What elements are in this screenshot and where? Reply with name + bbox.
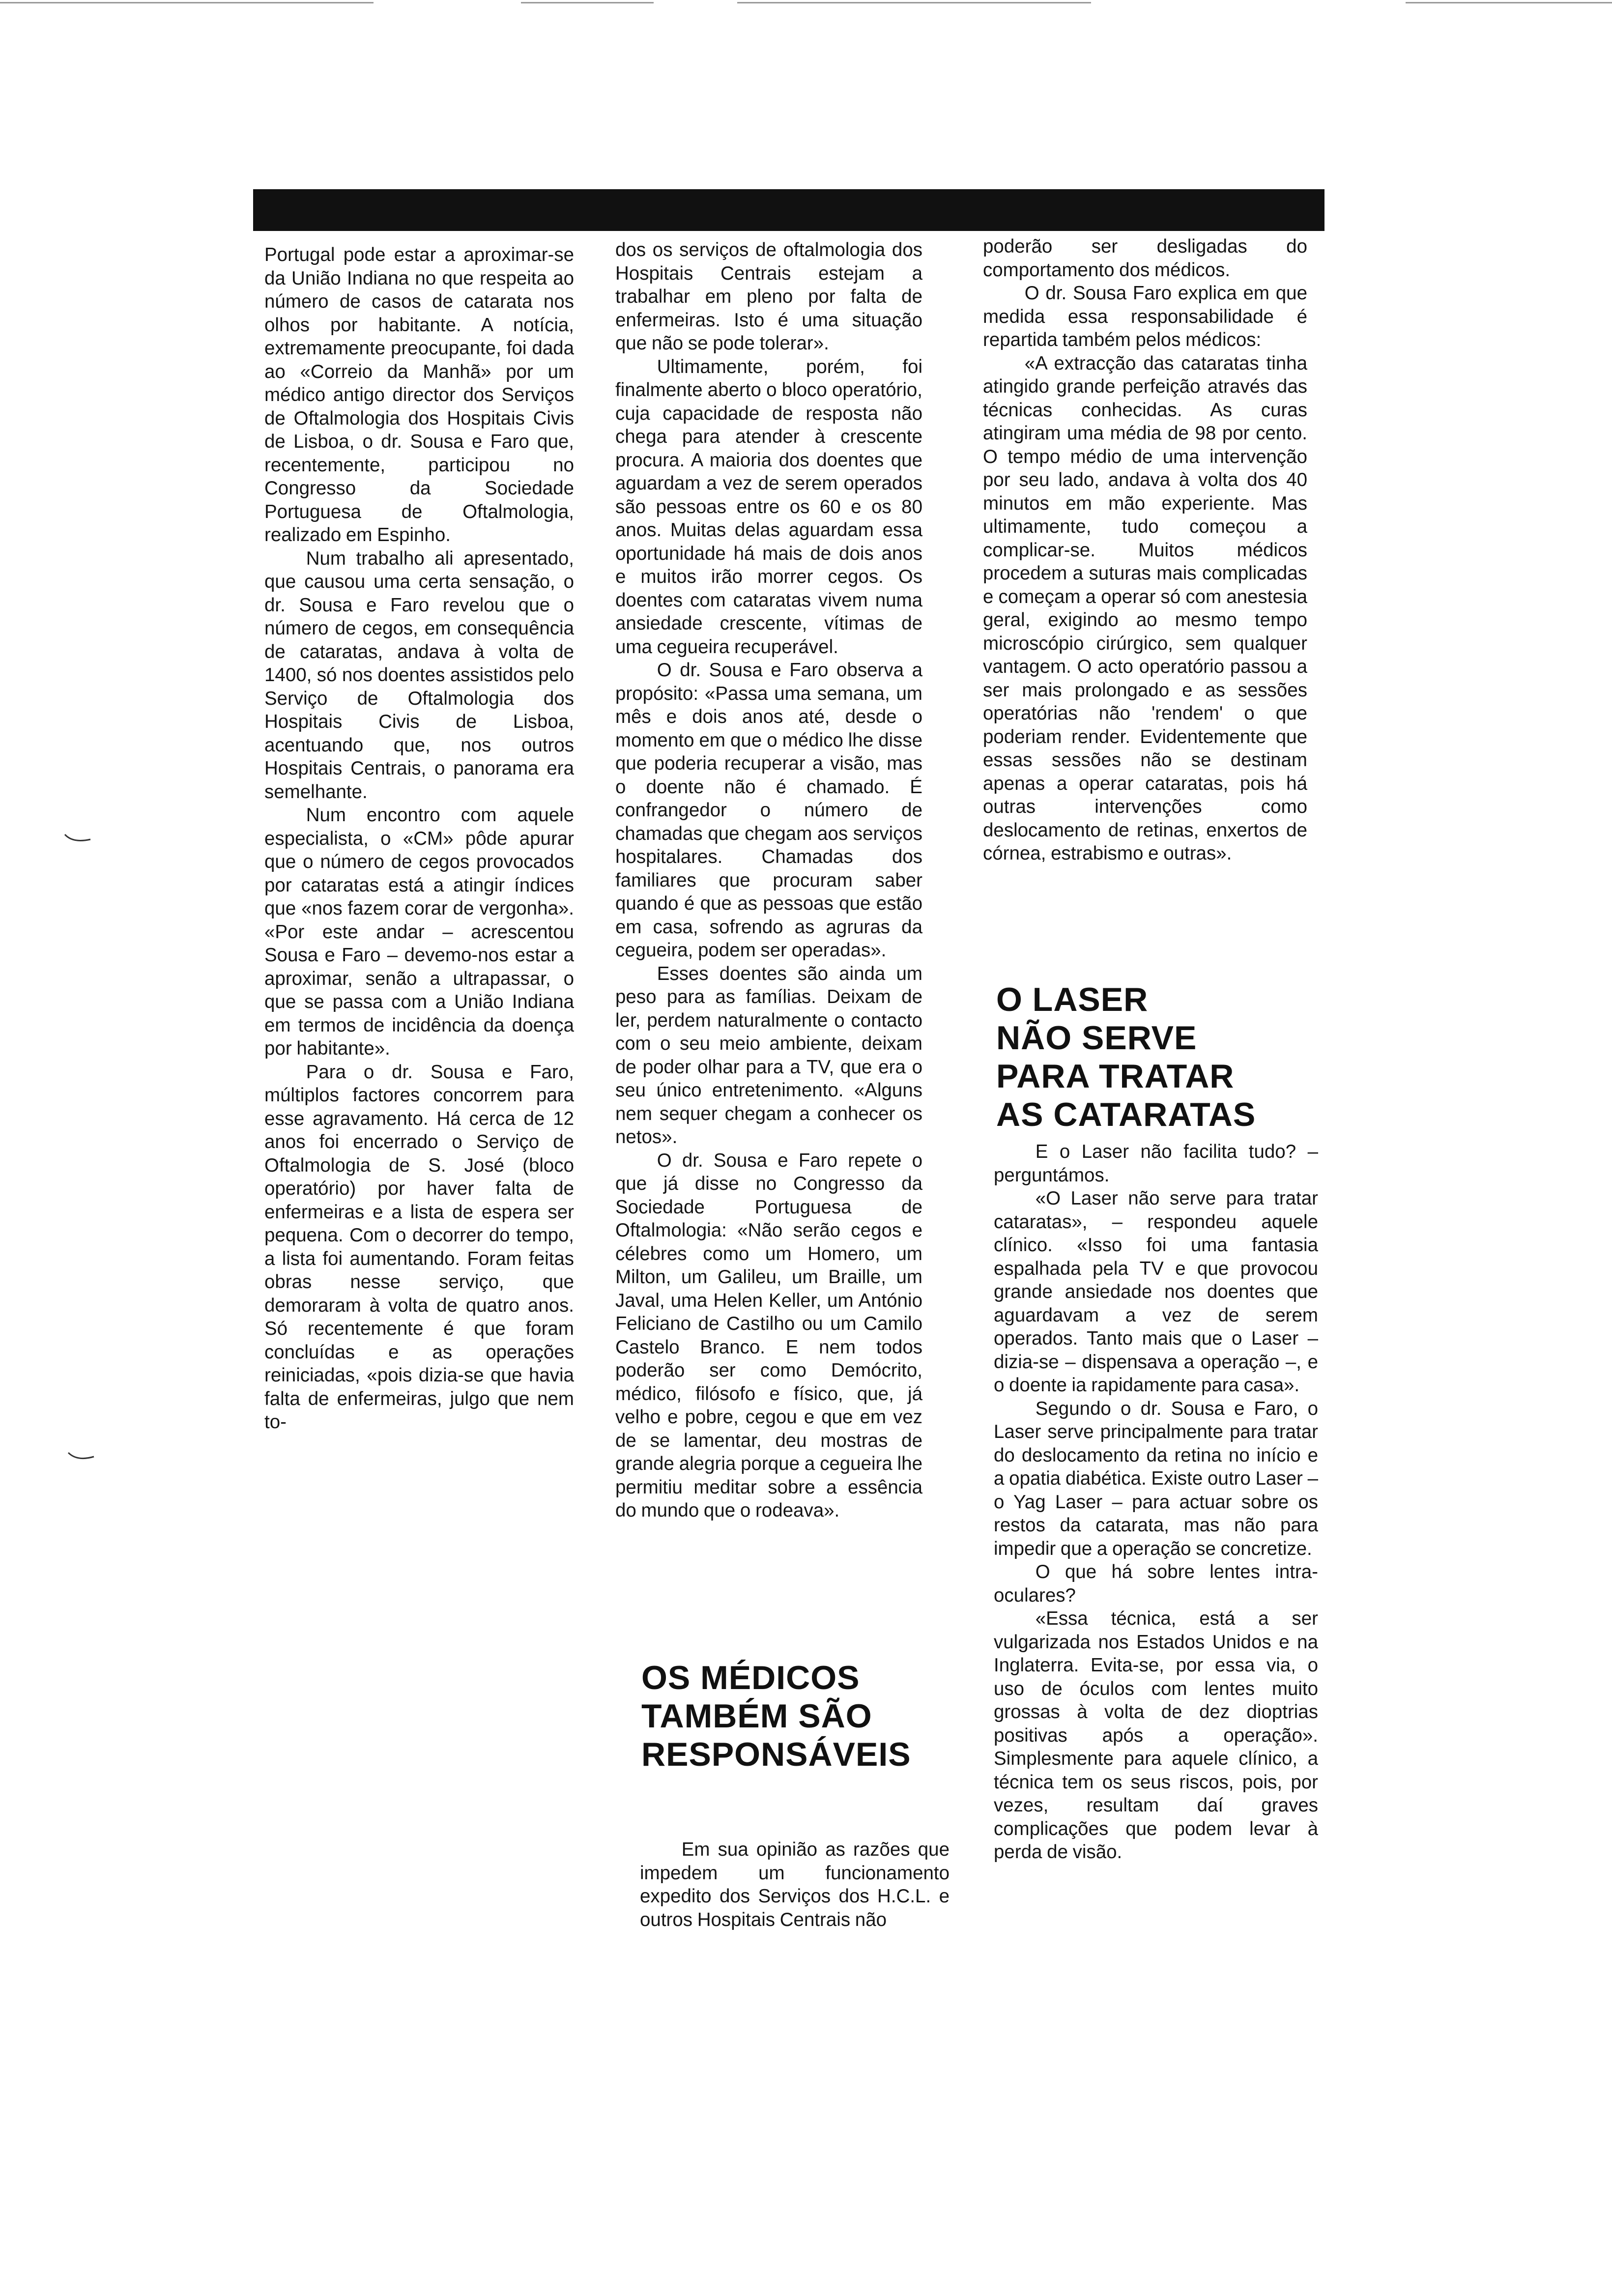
paragraph: Em sua opinião as razões que impedem um funcionamento expedito dos Serviços dos H.C.L. e outros Hospitais Centrais não xyxy=(640,1839,950,1930)
paragraph: O dr. Sousa e Faro observa a propósito: «Passa uma semana, um mês e dois anos até, desde o momento em que o médico lhe disse que poderia recuperar a visão, mas o doente não é chamado. É confrangedor o número de chamadas que chegam aos serviços hospitalares. Chamadas dos familiares que procuram saber quando é que as pessoas que estão em casa, sofrendo as agruras da cegueira, podem ser operadas». xyxy=(615,660,922,961)
subheadline-line: TAMBÉM SÃO xyxy=(641,1697,872,1735)
subheadline-laser xyxy=(996,980,1340,1134)
paragraph: O dr. Sousa Faro explica em que medida essa responsabilidade é repartida também pelos médicos: xyxy=(983,283,1307,350)
subheadline-line: O LASER xyxy=(996,981,1149,1018)
subheadline-line: RESPONSÁVEIS xyxy=(641,1736,911,1773)
paragraph: Num encontro com aquele especialista, o «CM» pôde apurar que o número de cegos provocados por cataratas está a atingir índices que «nos fazem corar de vergonha». «Por este andar – acrescentou Sousa e Faro – devemo-nos estar a aproximar, senão a ultrapassar, o que se passa com a União Indiana em termos de incidência da doença por habitante». xyxy=(264,804,574,1059)
binding-hole-mark xyxy=(66,1450,96,1464)
scan-edge-line xyxy=(1406,2,1612,3)
paragraph: O dr. Sousa e Faro repete o que já disse no Congresso da Sociedade Portuguesa de Oftalmologia: «Não serão cegos e célebres como um Homero, um Milton, um Galileu, um Braille, um Javal, uma Helen Keller, um António Feliciano de Castilho ou um Camilo Castelo Branco. E nem todos poderão ser como Demócrito, médico, filósofo e físico, que, já velho e pobre, cegou e que em vez de se lamentar, deu mostras de grande alegria porque a cegueira lhe permitiu meditar sobre a essência do mundo que o rodeava». xyxy=(615,1149,922,1521)
paragraph: poderão ser desligadas do comportamento dos médicos. xyxy=(983,236,1307,281)
paragraph: Esses doentes são ainda um peso para as famílias. Deixam de ler, perdem naturalmente o contacto com o seu meio ambiente, deixam de poder olhar para a TV, que era o seu único entretenimento. «Alguns nem sequer chegam a conhecer os netos». xyxy=(615,963,922,1148)
article-column-3 xyxy=(983,235,1307,865)
paragraph: «Essa técnica, está a ser vulgarizada nos Estados Unidos e na Inglaterra. Evita-se, por essa via, o uso de óculos com lentes muito grossas à volta de dez dioptrias positivas após a operação». Simplesmente para aquele clínico, a técnica tem os seus riscos, pois, por vezes, resultam daí graves complicações que podem levar à perda de visão. xyxy=(994,1608,1318,1863)
paragraph: «O Laser não serve para tratar cataratas», – respondeu aquele clínico. «Isso foi uma fantasia espalhada pela TV e que provocou grande ansiedade nos doentes que aguardavam a vez de serem operados. Tanto mais que o Laser – dizia-se – dispensava a operação –, e o doente ia rapidamente para casa». xyxy=(994,1188,1318,1396)
subheadline-line: NÃO SERVE xyxy=(996,1019,1197,1057)
scan-edge-line xyxy=(521,2,654,3)
subheadline-line: OS MÉDICOS xyxy=(641,1659,860,1696)
header-rule-bar xyxy=(253,189,1324,231)
subheadline-medicos xyxy=(641,1659,985,1774)
scan-edge-line xyxy=(737,2,1091,3)
paragraph: O que há sobre lentes intra-oculares? xyxy=(994,1561,1318,1606)
paragraph: Portugal pode estar a aproximar-se da União Indiana no que respeita ao número de casos de catarata nos olhos por habitante. A notícia, extremamente preocupante, foi dada ao «Correio da Manhã» por um médico antigo director dos Serviços de Oftalmologia dos Hospitais Civis de Lisboa, o dr. Sousa e Faro que, recentemente, participou no Congresso da Sociedade Portuguesa de Oftalmologia, realizado em Espinho. xyxy=(264,244,574,545)
paragraph: dos os serviços de oftalmologia dos Hospitais Centrais estejam a trabalhar em pleno por falta de enfermeiras. Isto é uma situação que não se pode tolerar». xyxy=(615,239,922,354)
subheadline-line: AS CATARATAS xyxy=(996,1096,1256,1133)
article-column-1 xyxy=(264,243,574,1434)
article-column-3-laser-section xyxy=(994,1140,1318,1864)
article-column-2 xyxy=(615,238,922,1522)
subheadline-line: PARA TRATAR xyxy=(996,1058,1235,1095)
article-column-2-continuation xyxy=(640,1838,950,1931)
paragraph: Num trabalho ali apresentado, que causou uma certa sensação, o dr. Sousa e Faro revelou que o número de cegos, em consequência de cataratas, andava à volta de 1400, só nos doentes assistidos pelo Serviço de Oftalmologia dos Hospitais Civis de Lisboa, acentuando que, nos outros Hospitais Centrais, o panorama era semelhante. xyxy=(264,547,574,803)
paragraph: E o Laser não facilita tudo? – perguntámos. xyxy=(994,1141,1318,1186)
binding-hole-mark xyxy=(63,831,92,845)
scan-edge-line xyxy=(0,2,374,3)
paragraph: Ultimamente, porém, foi finalmente aberto o bloco operatório, cuja capacidade de resposta não chega para atender à crescente procura. A maioria dos doentes que aguardam a vez de serem operados são pessoas entre os 60 e os 80 anos. Muitas delas aguardam essa oportunidade há mais de dois anos e muitos irão morrer cegos. Os doentes com cataratas vivem numa ansiedade crescente, vítimas de uma cegueira recuperável. xyxy=(615,356,922,658)
paragraph: Segundo o dr. Sousa e Faro, o Laser serve principalmente para tratar do deslocamento da retina no início e a opatia diabética. Existe outro Laser – o Yag Laser – para actuar sobre os restos da catarata, mas não para impedir que a operação se concretize. xyxy=(994,1398,1318,1559)
paragraph: Para o dr. Sousa e Faro, múltiplos factores concorrem para esse agravamento. Há cerca de 12 anos foi encerrado o Serviço de Oftalmologia de S. José (bloco operatório) por haver falta de enfermeiras e a lista de espera ser pequena. Com o decorrer do tempo, a lista foi aumentando. Foram feitas obras nesse serviço, que demoraram à volta de quatro anos. Só recentemente é que foram concluídas e as operações reiniciadas, «pois dizia-se que havia falta de enfermeiras, julgo que nem to- xyxy=(264,1061,574,1433)
paragraph: «A extracção das cataratas tinha atingido grande perfeição através das técnicas conhecidas. As curas atingiram uma média de 98 por cento. O tempo médio de uma intervenção por seu lado, andava à volta dos 40 minutos em mão experiente. Mas ultimamente, tudo começou a complicar-se. Muitos médicos procedem a suturas mais complicadas e começam a operar só com anestesia geral, exigindo ao mesmo tempo microscópio cirúrgico, sem qualquer vantagem. O acto operatório passou a ser mais prolongado e as sessões operatórias não 'rendem' o que poderiam render. Evidentemente que essas sessões não se destinam apenas a operar cataratas, pois há outras intervenções como deslocamento de retinas, enxertos de córnea, estrabismo e outras». xyxy=(983,352,1307,864)
